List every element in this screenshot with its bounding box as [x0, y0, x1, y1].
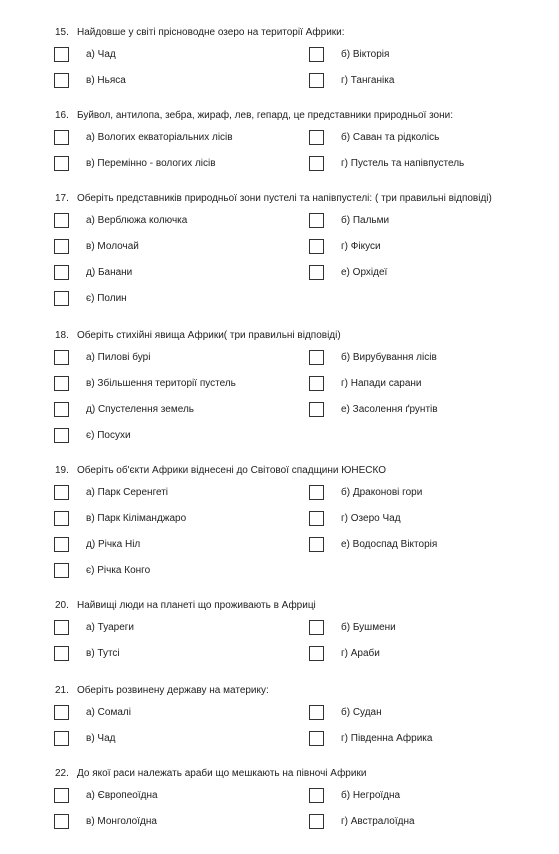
answer-label: б) Пальми [341, 215, 390, 226]
answer-checkbox[interactable] [309, 402, 324, 417]
answer-label: е) Водоспад Вікторія [341, 539, 438, 550]
answer-checkbox[interactable] [309, 47, 324, 62]
question-text: Оберіть об'єкти Африки віднесені до Світової спадщини ЮНЕСКО [77, 465, 386, 476]
answer-label: г) Озеро Чад [341, 513, 401, 524]
answer-label: б) Негроїдна [341, 790, 401, 801]
answer-checkbox[interactable] [54, 73, 69, 88]
answer-label: г) Араби [341, 648, 380, 659]
question-number: 17. [55, 193, 69, 204]
answer-checkbox[interactable] [54, 350, 69, 365]
question-number: 18. [55, 330, 69, 341]
answer-checkbox[interactable] [309, 788, 324, 803]
question-text: Оберіть розвинену державу на материку: [77, 685, 269, 696]
answer-checkbox[interactable] [54, 705, 69, 720]
answer-checkbox[interactable] [54, 814, 69, 829]
answer-label: а) Вологих екваторіальних лісів [86, 132, 233, 143]
answer-checkbox[interactable] [309, 239, 324, 254]
answer-label: г) Австралоїдна [341, 816, 415, 827]
answer-label: в) Ньяса [86, 75, 126, 86]
question-number: 16. [55, 110, 69, 121]
answer-label: г) Танганіка [341, 75, 395, 86]
answer-label: а) Європеоїдна [86, 790, 158, 801]
answer-label: г) Пустель та напівпустель [341, 158, 465, 169]
question-title [55, 330, 341, 342]
question-title [55, 768, 366, 780]
question-text: Оберіть представників природньої зони пустелі та напівпустелі: ( три правильні відповіді) [77, 193, 492, 204]
question-number: 15. [55, 27, 69, 38]
answer-label: а) Сомалі [86, 707, 131, 718]
question-title [55, 193, 492, 205]
answer-label: в) Парк Кіліманджаро [86, 513, 187, 524]
answer-label: д) Річка Ніл [86, 539, 141, 550]
answer-label: г) Південна Африка [341, 733, 433, 744]
answer-checkbox[interactable] [54, 428, 69, 443]
question-title [55, 110, 453, 122]
answer-checkbox[interactable] [54, 731, 69, 746]
answer-label: в) Чад [86, 733, 116, 744]
answer-checkbox[interactable] [309, 537, 324, 552]
answer-label: в) Тутсі [86, 648, 120, 659]
question-title [55, 27, 345, 39]
answer-label: а) Чад [86, 49, 116, 60]
answer-checkbox[interactable] [54, 563, 69, 578]
answer-checkbox[interactable] [309, 485, 324, 500]
question-text: Найвищі люди на планеті що проживають в Африці [77, 600, 316, 611]
answer-checkbox[interactable] [309, 705, 324, 720]
answer-label: в) Перемінно - вологих лісів [86, 158, 216, 169]
answer-label: в) Монголоїдна [86, 816, 157, 827]
answer-checkbox[interactable] [54, 239, 69, 254]
answer-checkbox[interactable] [54, 620, 69, 635]
answer-checkbox[interactable] [309, 265, 324, 280]
question-number: 20. [55, 600, 69, 611]
answer-checkbox[interactable] [54, 376, 69, 391]
question-number: 21. [55, 685, 69, 696]
answer-checkbox[interactable] [309, 376, 324, 391]
question-title [55, 465, 386, 477]
answer-label: є) Полин [86, 293, 127, 304]
answer-checkbox[interactable] [309, 511, 324, 526]
answer-label: б) Вікторія [341, 49, 390, 60]
answer-checkbox[interactable] [54, 537, 69, 552]
question-text: Найдовше у світі прісноводне озеро на території Африки: [77, 27, 345, 38]
answer-label: г) Фікуси [341, 241, 381, 252]
answer-label: б) Бушмени [341, 622, 396, 633]
question-text: Буйвол, антилопа, зебра, жираф, лев, гепард, це представники природньої зони: [77, 110, 453, 121]
answer-label: в) Молочай [86, 241, 139, 252]
answer-checkbox[interactable] [54, 511, 69, 526]
answer-label: є) Посухи [86, 430, 131, 441]
answer-label: в) Збільшення території пустель [86, 378, 236, 389]
answer-label: д) Спустелення земель [86, 404, 194, 415]
answer-checkbox[interactable] [309, 620, 324, 635]
answer-label: г) Напади сарани [341, 378, 422, 389]
question-number: 22. [55, 768, 69, 779]
answer-checkbox[interactable] [54, 156, 69, 171]
answer-checkbox[interactable] [54, 402, 69, 417]
answer-label: б) Саван та рідколісь [341, 132, 440, 143]
answer-checkbox[interactable] [54, 788, 69, 803]
answer-checkbox[interactable] [309, 213, 324, 228]
answer-checkbox[interactable] [54, 485, 69, 500]
answer-checkbox[interactable] [54, 213, 69, 228]
answer-checkbox[interactable] [309, 731, 324, 746]
answer-label: а) Туареги [86, 622, 135, 633]
answer-label: е) Засолення ґрунтів [341, 404, 438, 415]
question-number: 19. [55, 465, 69, 476]
answer-checkbox[interactable] [309, 350, 324, 365]
answer-label: є) Річка Конго [86, 565, 151, 576]
answer-label: е) Орхідеї [341, 267, 388, 278]
answer-checkbox[interactable] [54, 265, 69, 280]
answer-checkbox[interactable] [54, 47, 69, 62]
answer-checkbox[interactable] [309, 814, 324, 829]
question-title [55, 685, 269, 697]
question-text: Оберіть стихійні явища Африки( три правильні відповіді) [77, 330, 341, 341]
answer-label: д) Банани [86, 267, 133, 278]
answer-checkbox[interactable] [309, 130, 324, 145]
answer-label: а) Верблюжа колючка [86, 215, 188, 226]
answer-checkbox[interactable] [54, 291, 69, 306]
answer-checkbox[interactable] [309, 73, 324, 88]
answer-checkbox[interactable] [309, 646, 324, 661]
answer-label: б) Судан [341, 707, 382, 718]
answer-label: а) Пилові бурі [86, 352, 151, 363]
answer-label: а) Парк Серенгеті [86, 487, 169, 498]
answer-label: б) Драконові гори [341, 487, 423, 498]
question-title [55, 600, 316, 612]
answer-label: б) Вирубування лісів [341, 352, 437, 363]
question-text: До якої раси належать араби що мешкають на півночі Африки [77, 768, 367, 779]
answer-checkbox[interactable] [54, 646, 69, 661]
answer-checkbox[interactable] [309, 156, 324, 171]
answer-checkbox[interactable] [54, 130, 69, 145]
